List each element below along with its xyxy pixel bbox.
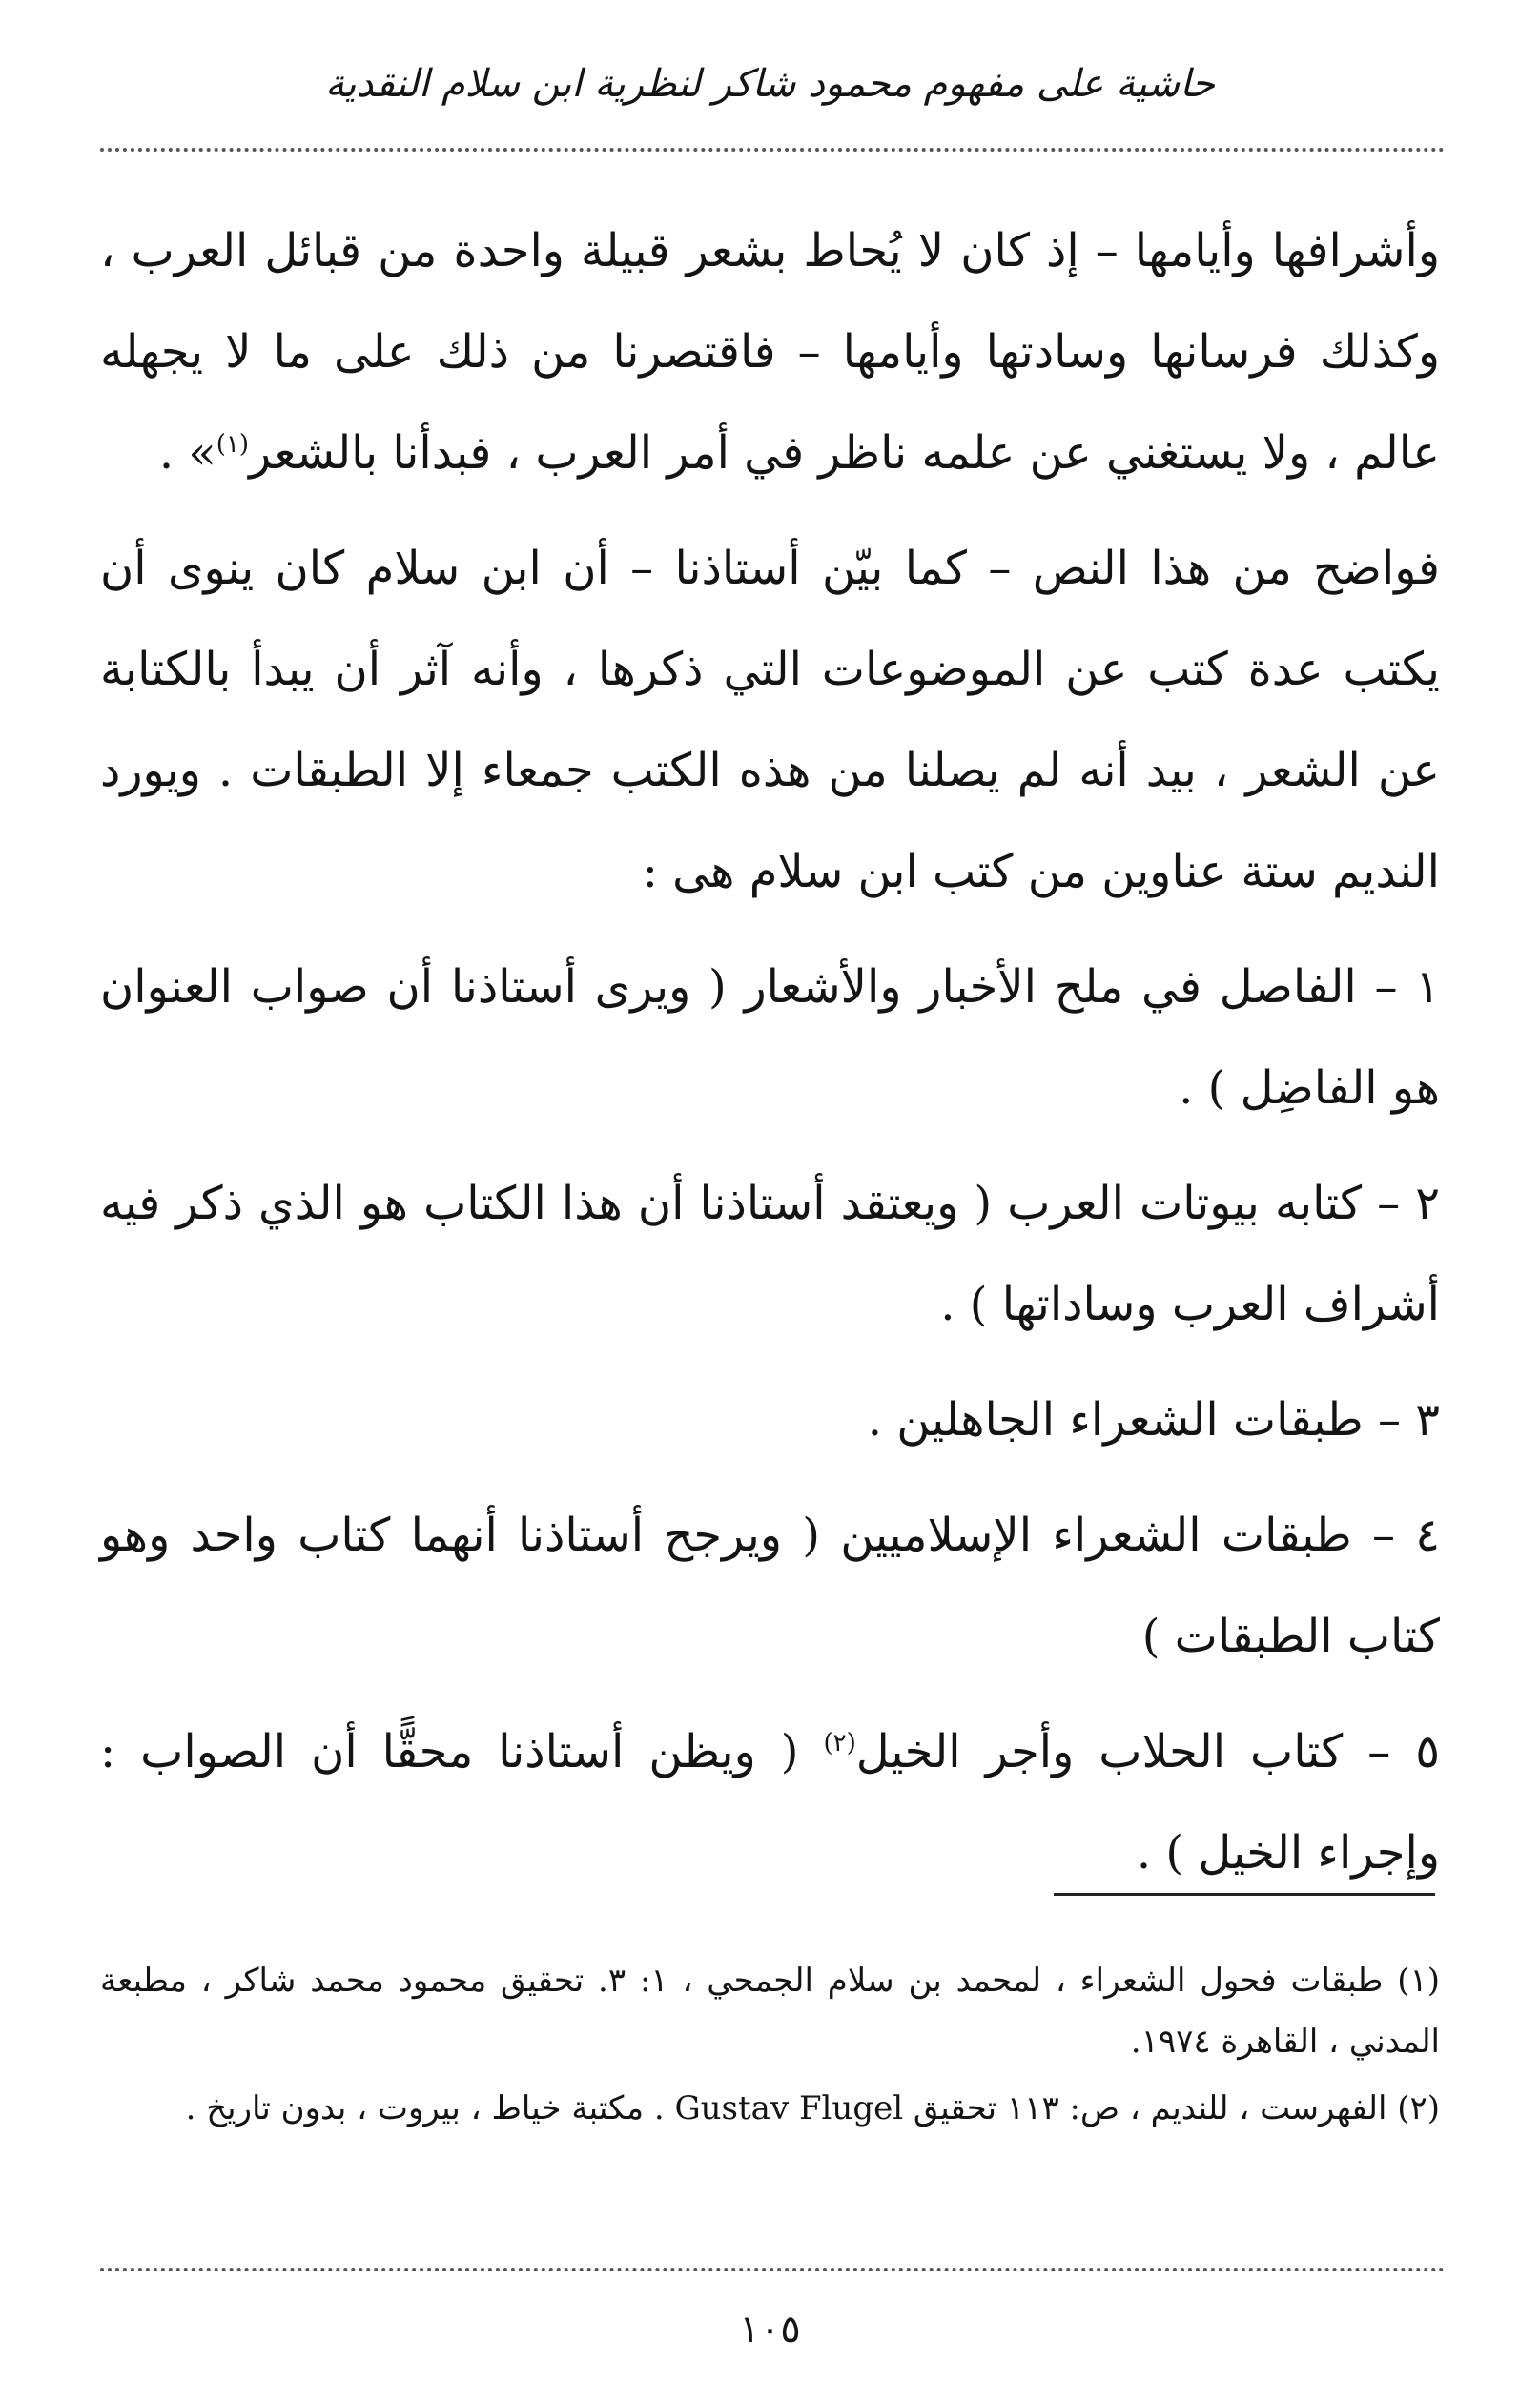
list-item-5-text: ٥ – كتاب الحلاب وأجر الخيل [855,1725,1440,1778]
paragraph-2: فواضح من هذا النص – كما بيّن أستاذنا – أن ابن سلام كان ينوى أن يكتب عدة كتب عن الموضوعات التي ذكرها ، وأنه آثر أن يبدأ بالكتابة عن الشعر ، بيد أنه لم يصلنا من هذه الكتب جمعاء إلا الطبقات . ويورد النديم ستة عناوين من كتب ابن سلام هى : [100,542,1440,898]
footnote-2 [100,2078,1440,2139]
footer-rule [100,2268,1445,2271]
footnote-1: (١) طبقات فحول الشعراء ، لمحمد بن سلام الجمحي ، ١: ٣. تحقيق محمود محمد شاكر ، مطبعة المدني ، القاهرة ١٩٧٤. [100,1962,1440,2061]
list-item-5-end: ( ويظن أستاذنا محقًّا أن الصواب : وإجراء الخيل ) . [100,1725,1440,1880]
list-item-1: ١ – الفاصل في ملح الأخبار والأشعار ( ويرى أستاذنا أن صواب العنوان هو الفاضِل ) . [100,960,1440,1115]
footnote-2-post: . مكتبة خياط ، بيروت ، بدون تاريخ . [185,2089,675,2127]
running-head: حاشية على مفهوم محمود شاكر لنظرية ابن سلام النقدية [324,62,1216,106]
body-text [100,200,1440,1903]
list-item-4: ٤ – طبقات الشعراء الإسلاميين ( ويرجح أستاذنا أنهما كتاب واحد وهو كتاب الطبقات ) [100,1509,1440,1663]
footnotes [100,1950,1440,2139]
paragraph-1 [100,200,1440,504]
list-item-2: ٢ – كتابه بيوتات العرب ( ويعتقد أستاذنا أن هذا الكتاب هو الذي ذكر فيه أشراف العرب وساداتها ) . [100,1177,1440,1331]
page-number: ١٠٥ [739,2308,801,2352]
footnote-ref-2: (٢) [823,1729,856,1757]
paragraph-1-end: » . [158,426,216,480]
header-rule [100,148,1445,152]
footnote-2-editor: Gustav Flugel [674,2089,904,2127]
paragraph-1-text: وأشرافها وأيامها – إذ كان لا يُحاط بشعر قبيلة واحدة من قبائل العرب ، وكذلك فرسانها وسادتها وأيامها – فاقتصرنا من ذلك على ما لا يجهله عالم ، ولا يستغني عن علمه ناظر في أمر العرب ، فبدأنا بالشعر [100,224,1441,480]
footnote-ref-1: (١) [216,430,250,459]
footnote-2-pre: (٢) الفهرست ، للنديم ، ص: ١١٣ تحقيق [903,2089,1440,2127]
list-item-5 [100,1701,1440,1903]
list-item-3: ٣ – طبقات الشعراء الجاهلين . [867,1393,1440,1447]
footnote-separator [1054,1893,1435,1896]
